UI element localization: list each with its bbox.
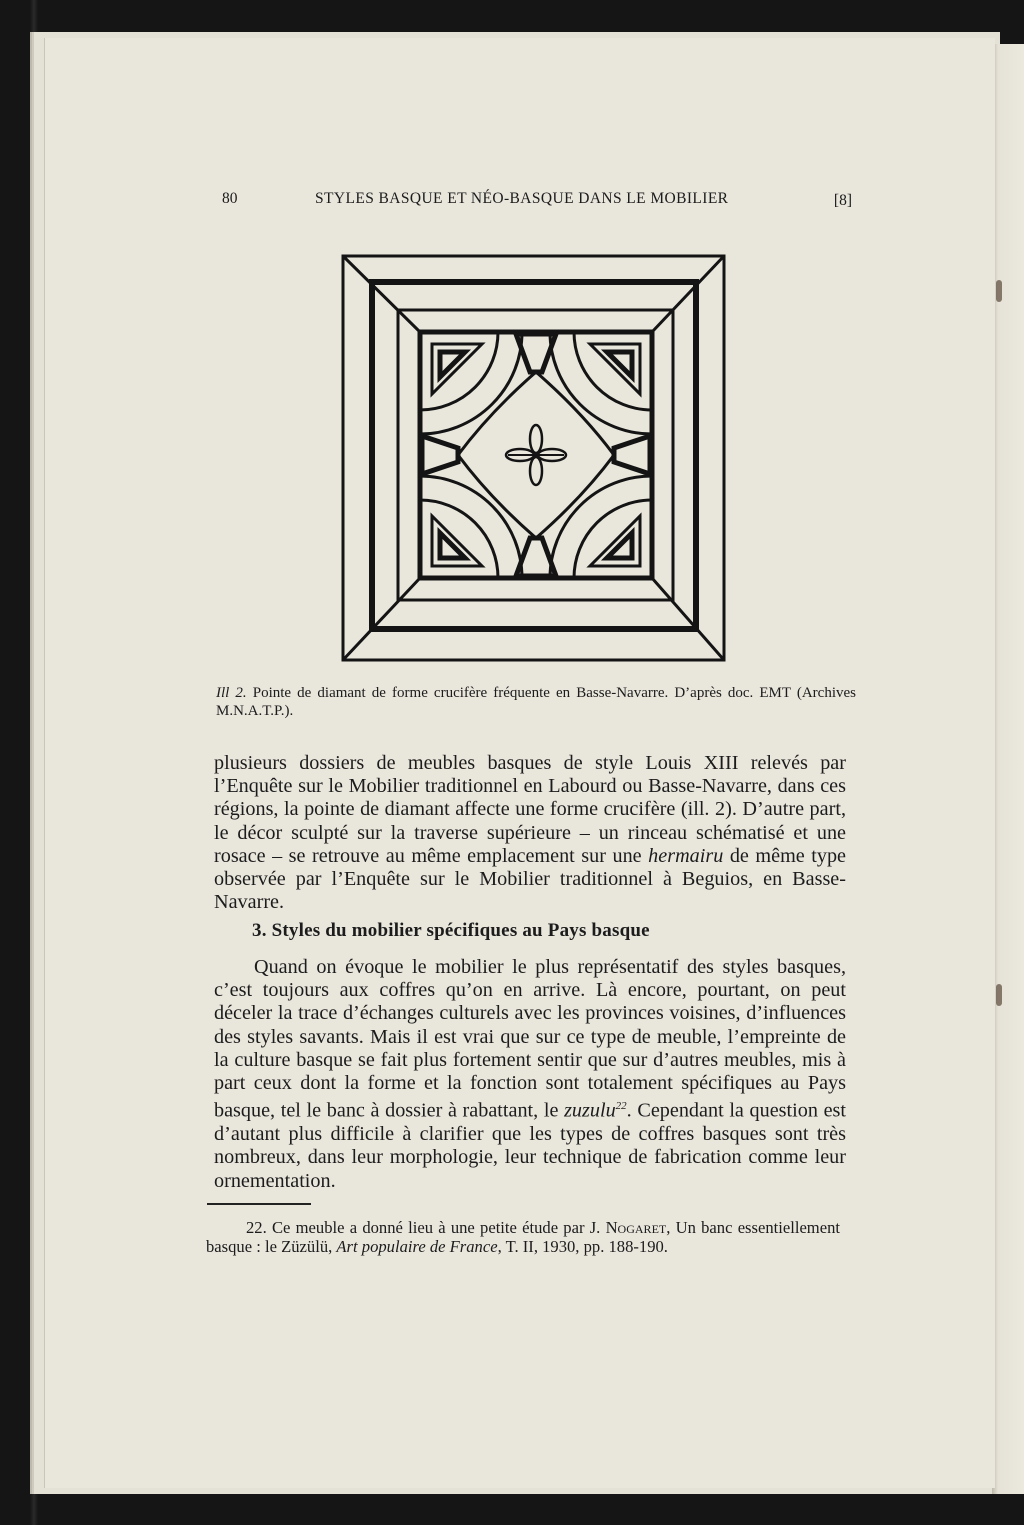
footnote-journal: Art populaire de France bbox=[336, 1237, 498, 1256]
caption-text: Pointe de diamant de forme crucifère fréquente en Basse-Navarre. D’après doc. EMT (Archives M.N.A.T.P.). bbox=[216, 685, 856, 719]
paragraph-text: . Cependant la question est d’autant plus difficile à clarifier que les types de coffres basques sont très nombreux, dans leur morphologie, leur technique de fabrication comme leur ornementation. bbox=[214, 1099, 847, 1192]
caption-label: Ill 2. bbox=[216, 685, 247, 701]
facing-page-edge bbox=[992, 44, 1024, 1494]
italic-term: zuzulu bbox=[564, 1099, 616, 1122]
body-paragraph bbox=[214, 956, 846, 1193]
diamond-point-panel-icon bbox=[340, 252, 730, 662]
running-header bbox=[222, 190, 852, 214]
paragraph-text: Quand on évoque le mobilier le plus représentatif des styles basques, c’est toujours aux coffres qu’on en arrive. Là encore, pourtant, on peut déceler la trace d’échanges culturels avec les provinces voisines, d’influences des styles savants. Mais il est vrai que sur ce type de meuble, l’empreinte de la culture basque se fait plus fortement sentir que sur d’autres meubles, mis à part ceux dont la forme et la fonction sont totalement spécifiques au Pays basque, tel le banc à dossier à rabattant, le bbox=[214, 956, 846, 1122]
paragraph-text: de même type observée par l’Enquête sur le Mobilier traditionnel à Beguios, en Basse-Navarre. bbox=[214, 844, 847, 914]
section-marker: [8] bbox=[833, 192, 852, 209]
body-paragraph bbox=[214, 752, 846, 914]
footnote-text: , Un banc essentiellement basque : le Züzülü, bbox=[206, 1218, 840, 1256]
paragraph-text: plusieurs dossiers de meubles basques de style Louis XIII relevés par l’Enquête sur le Mobilier traditionnel en Labourd ou Basse-Navarre, dans ces régions, la pointe de diamant affecte une forme crucifère (ill. 2). D’autre part, le décor sculpté sur la traverse supérieure – un rinceau schématisé et une rosace – se retrouve au même emplacement sur une bbox=[214, 752, 846, 867]
footnote-divider bbox=[207, 1203, 311, 1205]
binding-mark bbox=[996, 984, 1002, 1006]
italic-term: hermairu bbox=[648, 844, 724, 867]
footnote-author: Nogaret bbox=[605, 1218, 667, 1237]
section-heading: 3. Styles du mobilier spécifiques au Pays basque bbox=[252, 920, 650, 941]
footnote-reference[interactable]: 22 bbox=[615, 1100, 627, 1113]
footnote-text: Ce meuble a donné lieu à une petite étude par J. bbox=[266, 1218, 606, 1237]
footnote-text: , T. II, 1930, pp. 188-190. bbox=[497, 1237, 668, 1256]
footnote bbox=[206, 1218, 840, 1256]
figure-caption bbox=[216, 684, 856, 720]
binding-mark bbox=[996, 280, 1002, 302]
running-title: STYLES BASQUE ET NÉO-BASQUE DANS LE MOBILIER bbox=[315, 190, 729, 207]
footnote-number: 22. bbox=[246, 1218, 267, 1237]
figure-illustration bbox=[340, 252, 730, 662]
page-number: 80 bbox=[222, 190, 238, 207]
